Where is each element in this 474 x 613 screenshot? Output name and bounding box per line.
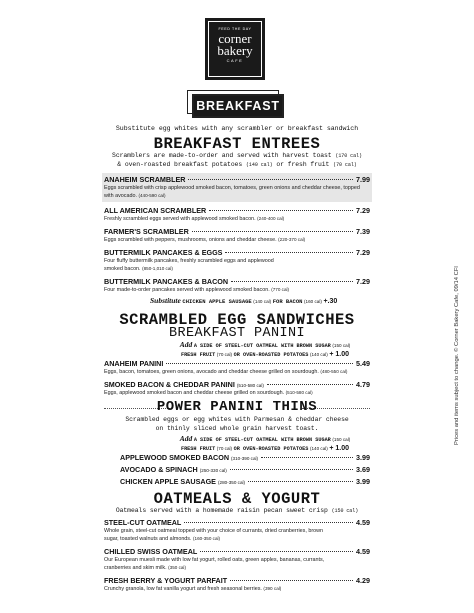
item-cal: (350 cal) [168, 565, 186, 570]
item-desc-text: Whole grain, steel-cut oatmeal topped with your choice of currants, dried cranberries, brown sugar, toasted walnuts and almonds. [104, 528, 324, 542]
item-desc-text: Our European muesli made with low fat yogurt, rolled oats, green apples, bananas, currants, cranberries and skim milk. [104, 557, 325, 571]
item-name: ANAHEIM PANINI [104, 359, 164, 368]
menu-item-steel-cut-oatmeal [104, 518, 370, 543]
sandwiches-subtitle: BREAKFAST PANINI [168, 326, 306, 341]
entrees-desc2-cal1: (140 cal) [245, 162, 273, 168]
substitute-note [150, 297, 337, 307]
item-desc-text: Eggs, bacon, tomatoes, green onions, avocado and cheddar cheese grilled on sourdough. [104, 369, 319, 375]
menu-item-anaheim-panini [104, 359, 370, 376]
entrees-desc-line1 [0, 152, 474, 159]
thin-item [120, 453, 370, 465]
item-cal: (160-350 cal) [193, 536, 221, 541]
item-desc-text: Eggs scrambled with peppers, mushrooms, onions and cheddar cheese. [104, 237, 277, 243]
menu-item-pancakes-bacon [104, 277, 370, 294]
thins-title: POWER PANINI THINS [156, 399, 318, 415]
item-price: 5.49 [356, 359, 370, 368]
breakfast-header-badge [192, 94, 284, 118]
substitute-text: CHICKEN APPLE SAUSAGE [182, 298, 252, 305]
corner-bakery-logo [205, 18, 265, 80]
item-name: BUTTERMILK PANCAKES & EGGS [104, 248, 223, 257]
sandwiches-title: SCRAMBLED EGG SANDWICHES [119, 311, 355, 329]
item-desc-text: Eggs scrambled with crisp applewood smoked bacon, tomatoes, green onions and cheddar cheese, topped with avocado. [104, 185, 360, 199]
item-name: APPLEWOOD SMOKED BACON [120, 453, 230, 462]
item-price: 3.99 [356, 477, 370, 486]
item-price: 7.29 [356, 277, 370, 286]
item-name: CHICKEN APPLE SAUSAGE [120, 477, 216, 486]
item-price: 7.29 [356, 206, 370, 215]
oatmeals-desc-text: Oatmeals served with a homemade raisin pecan sweet crisp [115, 507, 328, 514]
item-cal: (850-1,010 cal) [142, 266, 173, 271]
item-name-cal: (510-580 cal) [236, 383, 264, 388]
add-line2a: FRESH FRUIT [180, 351, 216, 358]
item-name: SMOKED BACON & CHEDDAR PANINI [104, 380, 235, 389]
item-desc-text: Freshly scrambled eggs served with applewood smoked bacon. [104, 216, 256, 222]
logo-word-corner: corner [218, 31, 252, 46]
thins-list [120, 453, 370, 489]
add-label: Add [179, 340, 193, 349]
item-cal: (220-370 cal) [278, 237, 306, 242]
add-cal2: (70 cal) [216, 351, 233, 357]
oatmeals-desc [0, 507, 474, 514]
menu-item-anaheim-scrambler [102, 173, 372, 202]
item-desc-text: Crunchy granola, low fat vanilla yogurt and fresh seasonal berries. [104, 586, 262, 592]
item-cal: (510-580 cal) [285, 390, 313, 395]
item-cal: (280-350 cal) [217, 480, 246, 485]
item-cal: (390 cal) [263, 586, 282, 591]
menu-item-chilled-swiss-oatmeal [104, 547, 370, 572]
thin-item [120, 465, 370, 477]
entrees-desc2: & oven-roasted breakfast potatoes [117, 161, 243, 168]
item-name-row [104, 175, 370, 184]
add-price: + 1.00 [329, 350, 350, 358]
add-cal1: (150 cal) [332, 343, 351, 348]
item-desc-text: Four fluffy buttermilk pancakes, freshly scrambled eggs and applewood smoked bacon. [104, 258, 274, 272]
entrees-desc-line2 [0, 161, 474, 168]
item-name: ALL AMERICAN SCRAMBLER [104, 206, 207, 215]
item-cal: (240-400 cal) [257, 216, 285, 221]
item-name: AVOCADO & SPINACH [120, 465, 198, 474]
item-price: 7.99 [356, 175, 370, 184]
item-price: 4.59 [356, 518, 370, 527]
logo-tagline: FEED THE DAY [218, 27, 252, 31]
thins-desc2: on thinly sliced whole grain harvest toast. [155, 425, 319, 432]
item-name: FRESH BERRY & YOGURT PARFAIT [104, 576, 228, 585]
logo-word-cafe: CAFE [226, 58, 244, 63]
entrees-desc2-mid: or fresh fruit [276, 161, 330, 168]
menu-item-farmers-scrambler [104, 227, 370, 244]
sandwiches-add-note [150, 341, 380, 359]
thins-add-note [150, 435, 380, 453]
entrees-desc1-cal: (170 cal) [335, 153, 362, 159]
item-name: STEEL-CUT OATMEAL [104, 518, 182, 527]
item-price: 4.79 [356, 380, 370, 389]
item-price: 7.39 [356, 227, 370, 236]
item-cal: (480-550 cal) [320, 369, 348, 374]
item-price: 3.69 [356, 465, 370, 474]
substitute-for: FOR BACON [272, 298, 303, 305]
item-desc-text: Four made-to-order pancakes served with applewood smoked bacon. [104, 287, 270, 293]
item-cal: (250-330 cal) [199, 468, 227, 473]
add-cal3: (140 cal) [309, 351, 328, 357]
item-name: CHILLED SWISS OATMEAL [104, 547, 198, 556]
add-line1: A SIDE OF STEEL-CUT OATMEAL WITH BROWN SUGAR [193, 343, 331, 349]
oatmeals-title: OATMEALS & YOGURT [153, 490, 321, 508]
item-desc-text: Eggs, applewood smoked bacon and cheddar cheese grilled on sourdough. [104, 390, 285, 396]
menu-item-all-american-scrambler [104, 206, 370, 223]
menu-item-pancakes-eggs [104, 248, 370, 273]
item-desc [104, 184, 370, 200]
item-name: ANAHEIM SCRAMBLER [104, 175, 186, 184]
item-name: BUTTERMILK PANCAKES & BACON [104, 277, 229, 286]
add-label: Add [179, 434, 193, 443]
add-cal1: (150 cal) [332, 437, 351, 442]
substitute-label: Substitute [150, 296, 181, 305]
item-cal: (310-390 cal) [231, 456, 259, 461]
legal-side-note: Prices and items subject to change. © Corner Bakery Cafe, 09/14 CFI [454, 266, 460, 445]
item-name: FARMER'S SCRAMBLER [104, 227, 189, 236]
add-cal3: (140 cal) [309, 445, 328, 451]
add-line1: A SIDE OF STEEL-CUT OATMEAL WITH BROWN SUGAR [193, 437, 331, 443]
entrees-desc1: Scramblers are made-to-order and served with harvest toast [112, 152, 332, 159]
item-price: 4.59 [356, 547, 370, 556]
intro-note: Substitute egg whites with any scrambler or breakfast sandwich [115, 125, 359, 132]
item-cal: (770 cal) [271, 287, 290, 292]
menu-item-bacon-cheddar-panini [104, 380, 370, 397]
thins-desc1: Scrambled eggs or egg whites with Parmesan & cheddar cheese [125, 416, 349, 423]
add-line2b: OR OVEN-ROASTED POTATOES [233, 351, 309, 358]
entrees-desc2-cal2: (70 cal) [333, 162, 357, 168]
substitute-cal1: (140 cal) [253, 299, 272, 304]
thin-item [120, 477, 370, 489]
substitute-cal2: (160 cal) [304, 299, 322, 304]
item-cal: (440-590 cal) [138, 193, 166, 198]
item-price: 7.29 [356, 248, 370, 257]
item-price: 3.99 [356, 453, 370, 462]
add-price: + 1.00 [329, 444, 350, 452]
add-line2a: FRESH FRUIT [180, 445, 216, 452]
oatmeals-desc-cal: (150 cal) [331, 508, 359, 514]
menu-item-berry-yogurt-parfait [104, 576, 370, 593]
logo-word-bakery: bakery [217, 43, 253, 58]
add-line2b: OR OVEN-ROASTED POTATOES [233, 445, 309, 452]
substitute-price: +.30 [323, 298, 338, 305]
breakfast-title: BREAKFAST [194, 96, 282, 116]
add-cal2: (70 cal) [216, 445, 233, 451]
entrees-title: BREAKFAST ENTREES [153, 135, 321, 153]
item-price: 4.29 [356, 576, 370, 585]
